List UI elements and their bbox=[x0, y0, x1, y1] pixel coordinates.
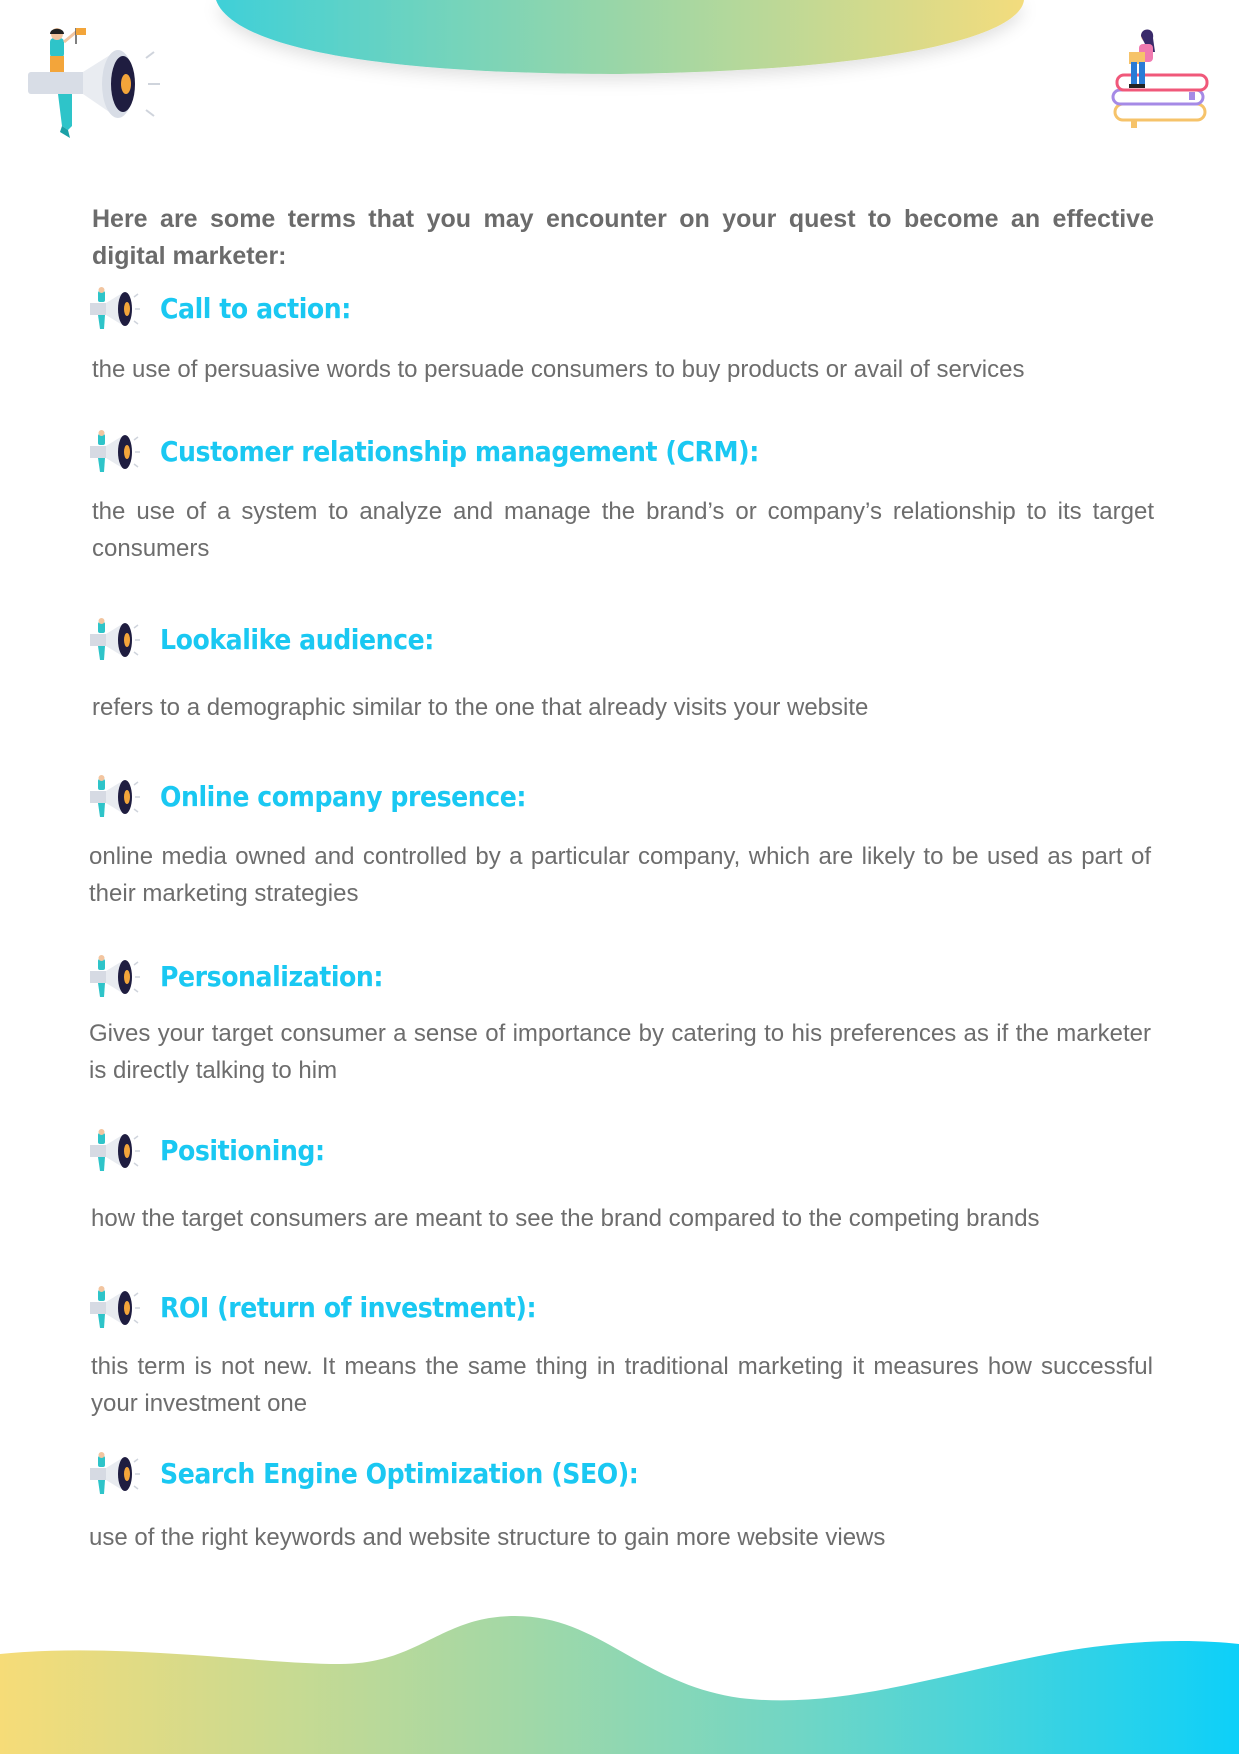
term-description: how the target consumers are meant to see the brand compared to the competing brands bbox=[91, 1205, 1040, 1232]
term-description: the use of a system to analyze and manage the brand’s or company’s relationship to its target consumers bbox=[92, 498, 1154, 562]
term-title: Positioning: bbox=[160, 1134, 325, 1167]
megaphone-icon bbox=[88, 775, 140, 821]
term-title: Search Engine Optimization (SEO): bbox=[160, 1457, 639, 1490]
megaphone-icon bbox=[88, 287, 140, 333]
top-wave-decoration bbox=[0, 0, 1239, 110]
term-title: Personalization: bbox=[160, 960, 384, 993]
megaphone-icon bbox=[88, 1286, 140, 1332]
person-on-megaphone-illustration bbox=[28, 28, 163, 143]
term-title: ROI (return of investment): bbox=[160, 1291, 537, 1324]
term-title: Customer relationship management (CRM): bbox=[160, 435, 759, 468]
term-description: the use of persuasive words to persuade consumers to buy products or avail of services bbox=[92, 356, 1025, 383]
megaphone-icon bbox=[88, 618, 140, 664]
bottom-wave-decoration bbox=[0, 1614, 1239, 1754]
term-description: online media owned and controlled by a particular company, which are likely to be used as part of their marketing strategies bbox=[89, 843, 1151, 907]
megaphone-icon bbox=[88, 430, 140, 476]
term-description: this term is not new. It means the same thing in traditional marketing it measures how successful your investment one bbox=[91, 1353, 1153, 1417]
person-reading-on-books-illustration bbox=[1111, 28, 1211, 143]
term-title: Online company presence: bbox=[160, 780, 527, 813]
intro-paragraph: Here are some terms that you may encounter on your quest to become an effective digital marketer: bbox=[92, 205, 1154, 270]
term-description: Gives your target consumer a sense of importance by catering to his preferences as if the marketer is directly talking to him bbox=[89, 1020, 1151, 1084]
megaphone-icon bbox=[88, 955, 140, 1001]
term-description: refers to a demographic similar to the one that already visits your website bbox=[92, 694, 869, 721]
term-title: Lookalike audience: bbox=[160, 623, 434, 656]
megaphone-icon bbox=[88, 1129, 140, 1175]
term-title: Call to action: bbox=[160, 292, 351, 325]
megaphone-icon bbox=[88, 1452, 140, 1498]
term-description: use of the right keywords and website structure to gain more website views bbox=[89, 1524, 886, 1551]
